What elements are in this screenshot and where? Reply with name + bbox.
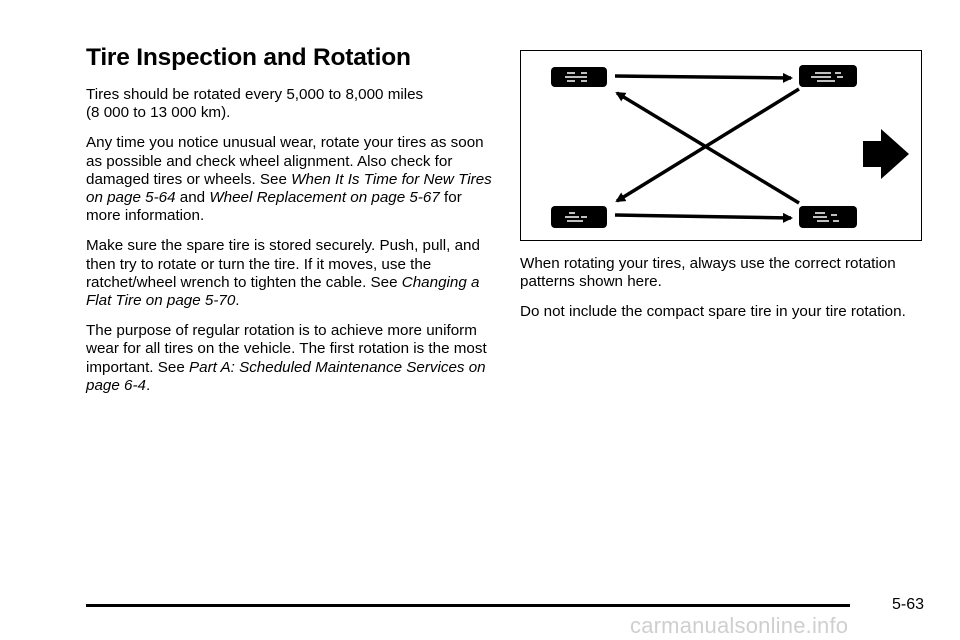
tire-rotation-diagram-icon <box>521 51 923 242</box>
spare-tire-paragraph <box>86 237 496 310</box>
spare-tire-end: . <box>235 292 240 310</box>
more-info-text: for more information. <box>86 189 462 225</box>
new-tires-reference: When It Is Time for New Tires on page 5-64 <box>86 170 492 207</box>
wheel-replacement-reference: Wheel Replacement on page 5-67 <box>209 189 440 207</box>
section-title: Tire Inspection and Rotation <box>86 44 411 71</box>
unusual-wear-text: Any time you notice unusual wear, rotate your tires as soon as possible and check wheel alignment. Also check for damaged tires or wheels. See <box>86 134 484 188</box>
flat-tire-reference: Changing a Flat Tire on page 5-70 <box>86 273 480 310</box>
rear-left-tire-icon <box>551 206 607 228</box>
purpose-end: . <box>145 376 151 394</box>
front-arrow <box>615 76 791 78</box>
rear-arrow <box>615 215 791 218</box>
front-right-tire-icon <box>799 65 857 87</box>
rotation-interval-line2: (8 000 to 13 000 km). <box>86 104 231 122</box>
rotation-interval-line1: Tires should be rotated every 5,000 to 8,000 miles <box>86 86 424 103</box>
tire-rotation-diagram <box>520 50 922 241</box>
footer-rule <box>86 604 850 607</box>
rotation-interval-paragraph <box>86 86 496 122</box>
correct-pattern-paragraph: When rotating your tires, always use the correct rotation patterns shown here. <box>520 255 896 291</box>
forward-direction-arrow-icon <box>863 129 909 179</box>
purpose-paragraph <box>86 322 496 395</box>
page-number: 5-63 <box>892 596 925 613</box>
unusual-wear-paragraph <box>86 134 496 225</box>
maintenance-reference: Part A: Scheduled Maintenance Services on page 6-4 <box>86 358 486 394</box>
purpose-text: The purpose of regular rotation is to achieve more uniform wear for all tires on the vehicle. The first rotation is the most important. See <box>86 322 487 376</box>
front-left-tire-icon <box>551 67 607 87</box>
and-text: and <box>175 189 210 207</box>
diagonal-arrow-to-front-left <box>617 93 799 203</box>
watermark: carmanualsonline.info <box>630 613 849 638</box>
left-column <box>86 44 496 407</box>
rear-right-tire-icon <box>799 206 857 228</box>
diagonal-arrow-to-rear-left <box>617 89 799 201</box>
right-column <box>520 50 930 334</box>
spare-tire-text: Make sure the spare tire is stored securely. Push, pull, and then try to rotate or turn the tire. If it moves, use the ratchet/wheel wrench to tighten the cable. See <box>86 237 480 291</box>
compact-spare-paragraph: Do not include the compact spare tire in your tire rotation. <box>520 303 906 321</box>
